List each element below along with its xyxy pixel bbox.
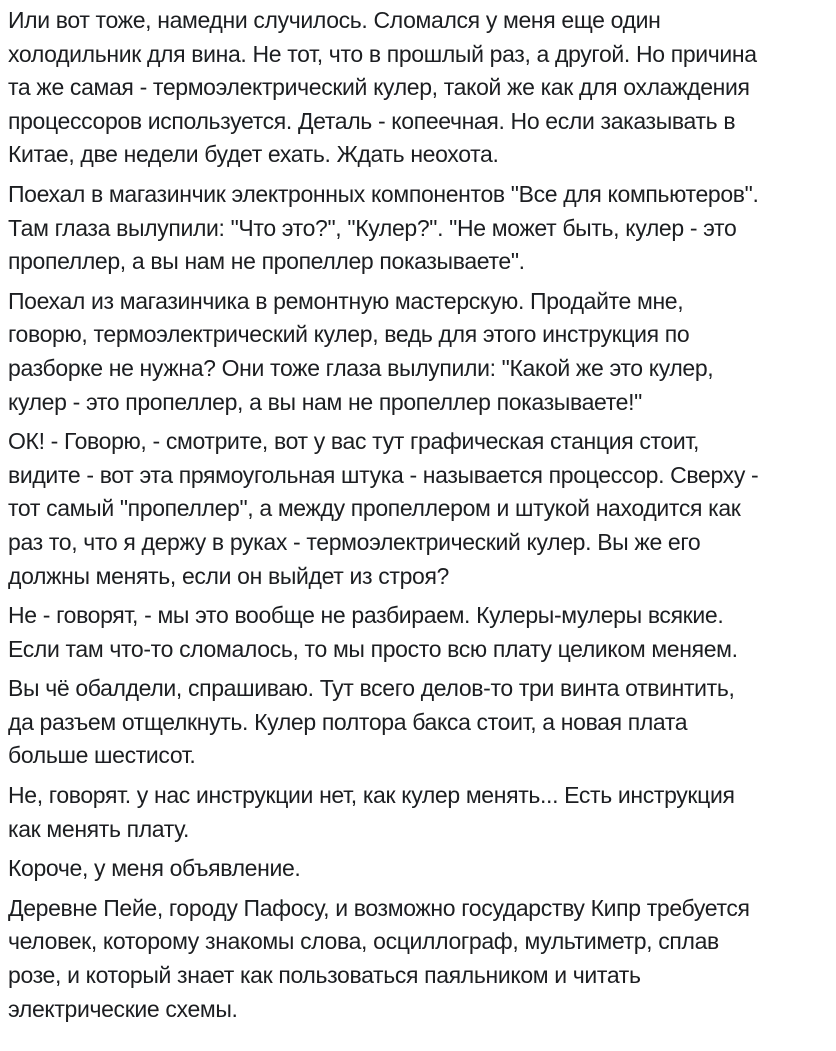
- paragraph-9: Деревне Пейе, городу Пафосу, и возможно государству Кипр требуется человек, которому знакомы слова, осциллограф, мультиметр, сплав розе, и который знает как пользоваться паяльником и читать электрические схемы.: [8, 894, 750, 1022]
- paragraph-8: Короче, у меня объявление.: [8, 855, 301, 882]
- paragraph-2: Поехал в магазинчик электронных компонентов "Все для компьютеров". Там глаза вылупили: "Что это?", "Кулер?". "Не может быть, кулер - это пропеллер, а вы нам не пропеллер показываете".: [8, 180, 759, 275]
- paragraph-4: ОК! - Говорю, - смотрите, вот у вас тут графическая станция стоит, видите - вот эта прямоугольная штука - называется процессор. Сверху - тот самый "пропеллер", а между пропеллером и штукой находится как раз то, что я держу в руках - термоэлектрический кулер. Вы же его должны менять, если он выйдет из строя?: [8, 428, 759, 589]
- paragraph-5: Не - говорят, - мы это вообще не разбираем. Кулеры-мулеры всякие. Если там что-то сломалось, то мы просто всю плату целиком меняем.: [8, 602, 738, 662]
- paragraph-6: Вы чё обалдели, спрашиваю. Тут всего делов-то три винта отвинтить, да разъем отщелкнуть. Кулер полтора бакса стоит, а новая плата больше шестисот.: [8, 675, 735, 769]
- paragraph-1: Или вот тоже, намедни случилось. Сломался у меня еще один холодильник для вина. Не тот, что в прошлый раз, а другой. Но причина та же самая - термоэлектрический кулер, такой же как для охлаждения процессоров используется. Деталь - копеечная. Но если заказывать в Китае, две недели будет ехать. Ждать неохота.: [8, 7, 757, 168]
- paragraph-3: Поехал из магазинчика в ремонтную мастерскую. Продайте мне, говорю, термоэлектрический кулер, ведь для этого инструкция по разборке не нужна? Они тоже глаза вылупили: "Какой же это кулер, кулер - это пропеллер, а вы нам не пропеллер показываете!": [8, 287, 714, 415]
- paragraph-7: Не, говорят. у нас инструкции нет, как кулер менять... Есть инструкция как менять плату.: [8, 782, 735, 842]
- post-text: [8, 4, 830, 1032]
